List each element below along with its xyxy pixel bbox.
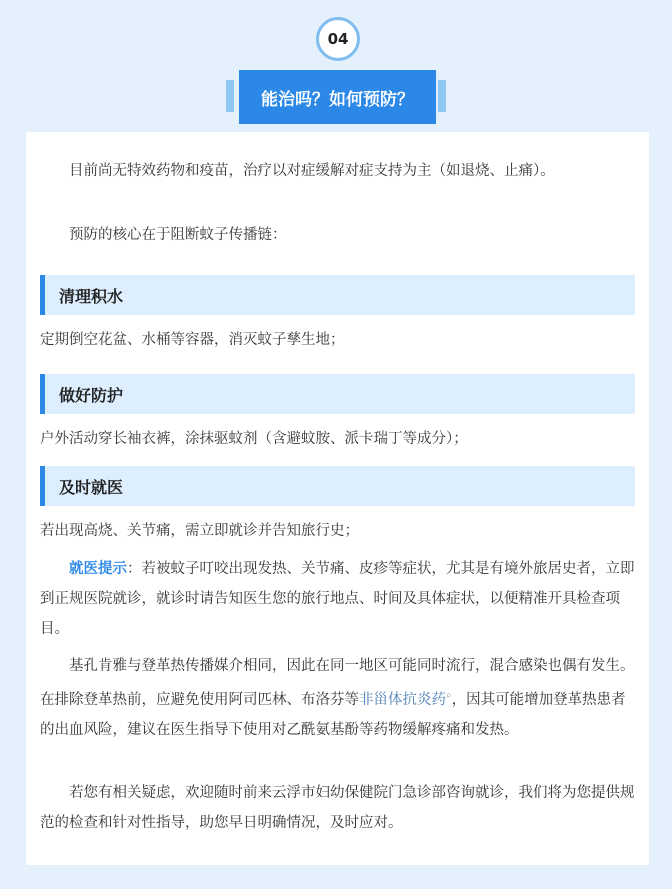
section-text-water: 定期倒空花盆、水桶等容器，消灭蚊子孳生地； bbox=[40, 332, 345, 348]
coinfection-text: 基孔肯雅与登革热传播媒介相同，因此在同一地区可能同时流行，混合感染也偶有发生。在排除登革热前，应避免使用阿司匹林、布洛芬等 bbox=[40, 658, 635, 708]
coinfection-text-after: ，因其可能增加登革热患者的出血风险，建议在医生指导下使用对乙酰氨基酚等药物缓解疼痛和发热。 bbox=[40, 691, 626, 738]
medical-tip-label: 就医提示 bbox=[69, 561, 127, 577]
search-icon[interactable]: ⌕ bbox=[446, 690, 452, 701]
nsaid-link[interactable]: 非甾体抗炎药 bbox=[359, 691, 446, 708]
section-title: 能治吗？如何预防？ bbox=[239, 70, 436, 124]
intro-paragraph: 目前尚无特效药物和疫苗，治疗以对症缓解对症支持为主（如退烧、止痛）。 bbox=[69, 163, 555, 179]
section-heading-water: 清理积水 bbox=[40, 275, 635, 315]
content-card bbox=[26, 132, 649, 865]
section-text-medical: 若出现高烧、关节痛，需立即就诊并告知旅行史； bbox=[40, 523, 359, 539]
section-number-badge: 04 bbox=[316, 17, 360, 61]
intro-paragraph-2: 预防的核心在于阻断蚊子传播链： bbox=[69, 227, 287, 243]
medical-tip-text: ：若被蚊子叮咬出现发热、关节痛、皮疹等症状，尤其是有境外旅居史者，立即到正规医院就诊，就诊时请告知医生您的旅行地点、时间及具体症状，以便精准开具检查项目。 bbox=[40, 561, 635, 637]
contact-paragraph: 若您有相关疑虑，欢迎随时前来云浮市妇幼保健院门急诊部咨询就诊，我们将为您提供规范的检查和针对性指导，助您早日明确情况，及时应对。 bbox=[40, 785, 635, 831]
section-title-banner bbox=[226, 70, 446, 124]
title-decor-right bbox=[438, 80, 446, 112]
section-text-protection: 户外活动穿长袖衣裤，涂抹驱蚊剂（含避蚊胺、派卡瑞丁等成分）； bbox=[40, 431, 468, 447]
coinfection-paragraph bbox=[40, 651, 636, 745]
medical-tip-paragraph bbox=[40, 554, 636, 644]
title-decor-left bbox=[226, 80, 234, 112]
section-heading-medical: 及时就医 bbox=[40, 466, 635, 506]
section-heading-protection: 做好防护 bbox=[40, 374, 635, 414]
